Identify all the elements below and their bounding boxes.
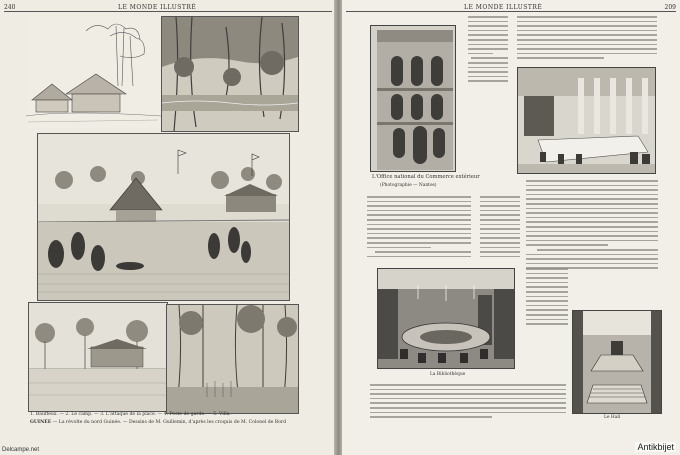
text-column-middle-center: [480, 196, 520, 260]
text-column-lower-center: [526, 268, 568, 328]
left-page: [0, 0, 336, 455]
photo-library: [377, 268, 515, 369]
delcampe-credit: Delcampe.net: [2, 447, 40, 453]
left-caption-credit: — La révolte du nord Guinée. — Dessins de M. Guillemin, d'après les croquis de M. Colonel de Bord: [52, 420, 287, 425]
engraving-forest-clearing: [166, 304, 299, 414]
right-page-number: 209: [664, 4, 676, 11]
antikbijet-watermark: Antikbijet: [637, 442, 674, 452]
text-column-top-middle: [468, 16, 508, 85]
photo-1-subcaption: (Photographie — Nantes): [380, 183, 437, 188]
right-page-header: LE MONDE ILLUSTRÉ: [464, 4, 543, 11]
engraving-settlement: [28, 302, 168, 412]
photo-building-facade: [370, 25, 456, 172]
text-column-middle-right: [526, 180, 658, 272]
photo-council-room: [517, 67, 656, 174]
right-header-rule: [346, 11, 676, 12]
photo-3-caption: La Bibliothèque: [430, 372, 466, 377]
photo-1-caption: L'Office national du Commerce extérieur: [372, 174, 480, 180]
left-page-header: LE MONDE ILLUSTRÉ: [118, 4, 197, 11]
left-page-number: 240: [4, 4, 16, 11]
text-column-bottom: [370, 384, 566, 421]
photo-hall-staircase: [572, 310, 662, 414]
engraving-village-huts: [26, 16, 162, 128]
engraving-forest-stream: [161, 16, 299, 132]
photo-4-caption: Le Hall: [604, 415, 621, 420]
right-page: [342, 0, 680, 455]
left-header-rule: [4, 11, 332, 12]
text-column-top-right: [517, 16, 657, 62]
left-caption-title: GUINÉE: [30, 420, 52, 425]
left-caption-legend: 1. Bauffeux. — 2. Le camp. — 3. L'attaque de la place. — 4. Poste de garde. — 5. Villa.: [30, 412, 231, 417]
engraving-battle-scene: [37, 133, 290, 301]
text-column-middle-left: [367, 196, 471, 260]
